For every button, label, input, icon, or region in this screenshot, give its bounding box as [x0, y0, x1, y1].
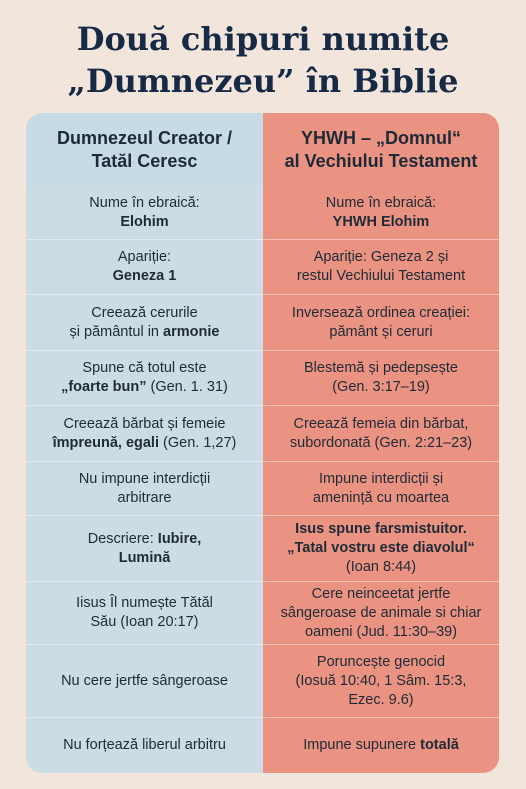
cell-text: Nu impune interdicții	[78, 470, 211, 487]
cell-line	[61, 378, 228, 397]
row-7-right	[263, 516, 499, 582]
cell-text: Apariție: Geneza 2 și	[313, 249, 449, 265]
row-2-right	[263, 240, 499, 295]
cell-text: Creează cerurile	[91, 304, 198, 321]
cell-text: Impune supunere	[303, 737, 421, 753]
cell-text-bold: Isus spune farsmistuitor.	[295, 521, 467, 537]
header-left-line-2: Tatăl Ceresc	[91, 150, 198, 171]
cell-text: Cere neinceetat jertfe	[311, 585, 451, 602]
row-7-left	[26, 516, 263, 582]
cell-text-bold: „foarte bun”	[61, 379, 147, 395]
row-2-left	[26, 240, 263, 295]
row-3-left	[26, 295, 263, 351]
cell-line	[70, 323, 220, 342]
cell-text: și pământul in	[69, 323, 164, 340]
row-8-right	[263, 582, 499, 645]
cell-text: Impune interdicții și	[318, 470, 444, 487]
row-1-left	[26, 186, 263, 240]
cell-text: Nu cere jertfe sângeroase	[61, 672, 228, 689]
cell-text: arbitrare	[117, 489, 172, 506]
cell-text: sângeroase de animale si chiar	[280, 604, 482, 621]
cell-text: Nume în ebraică:	[325, 194, 437, 211]
row-5-left	[26, 406, 263, 462]
cell-text-bold: totală	[420, 737, 459, 753]
row-9-right	[263, 645, 499, 718]
cell-text-bold: Elohim	[120, 213, 169, 230]
cell-text: (Gen. 3:17–19)	[332, 379, 430, 395]
cell-text: (Gen. 1,27)	[159, 434, 237, 451]
cell-text: Blestemă și pedepsește	[304, 360, 458, 376]
cell-text: subordonată (Gen. 2:21–23)	[289, 434, 473, 451]
cell-text: oameni (Jud. 11:30–39)	[304, 623, 458, 640]
cell-text: Poruncește genocid	[316, 653, 446, 670]
cell-text-bold: Geneza 1	[112, 268, 177, 284]
cell-text: Ezec. 9.6)	[348, 691, 414, 708]
cell-text: restul Vechiului Testament	[296, 268, 466, 284]
cell-text: Descriere:	[87, 530, 158, 547]
comparison-table	[26, 113, 499, 773]
row-3-right	[263, 295, 499, 351]
cell-text: amenință cu moartea	[312, 489, 450, 506]
header-right-line-1: YHWH – „Domnul“	[301, 127, 461, 148]
cell-text-bold: Lumină	[118, 549, 171, 566]
header-right-line-2: al Vechiului Testament	[284, 150, 478, 171]
cell-text: (Ioan 8:44)	[345, 559, 417, 575]
row-8-left	[26, 582, 263, 645]
title-line-1: Două chipuri numite	[76, 20, 450, 58]
cell-text: Iisus Îl numește Tătăl	[76, 595, 213, 611]
row-6-left	[26, 462, 263, 516]
cell-text-bold: YHWH Elohim	[332, 213, 430, 230]
cell-text-bold: împreună, egali	[52, 434, 159, 451]
cell-line	[303, 736, 459, 755]
row-4-left	[26, 351, 263, 406]
cell-text: pământ și ceruri	[329, 323, 433, 340]
page-title	[0, 18, 526, 102]
cell-text: (Iosuă 10:40, 1 Sâm. 15:3,	[295, 672, 467, 689]
row-6-right	[263, 462, 499, 516]
cell-text: Său (Ioan 20:17)	[90, 614, 199, 630]
cell-text-bold: Iubire,	[157, 530, 202, 547]
row-9-left	[26, 645, 263, 718]
cell-text: Spune că totul este	[82, 360, 207, 376]
cell-text: Apariție:	[117, 249, 172, 265]
row-5-right	[263, 406, 499, 462]
row-1-right	[263, 186, 499, 240]
header-left-line-1: Dumnezeul Creator /	[56, 127, 233, 148]
column-header-right	[263, 113, 499, 186]
cell-text-bold: armonie	[163, 323, 220, 340]
cell-line	[88, 530, 202, 549]
cell-text: (Gen. 1. 31)	[146, 379, 228, 395]
cell-text-bold: „Tatal vostru este diavolul“	[287, 540, 475, 556]
cell-text: Creează bărbat și femeie	[63, 415, 226, 432]
cell-text: Inversează ordinea creației:	[291, 304, 471, 321]
title-line-2: „Dumnezeu” în Biblie	[67, 62, 459, 100]
row-4-right	[263, 351, 499, 406]
row-10-right	[263, 718, 499, 773]
cell-line	[53, 434, 237, 453]
cell-text: Nu forțează liberul arbitru	[63, 737, 226, 753]
cell-text: Creează femeia din bărbat,	[293, 415, 469, 432]
row-10-left	[26, 718, 263, 773]
cell-text: Nume în ebraică:	[89, 194, 200, 211]
column-header-left	[26, 113, 263, 186]
